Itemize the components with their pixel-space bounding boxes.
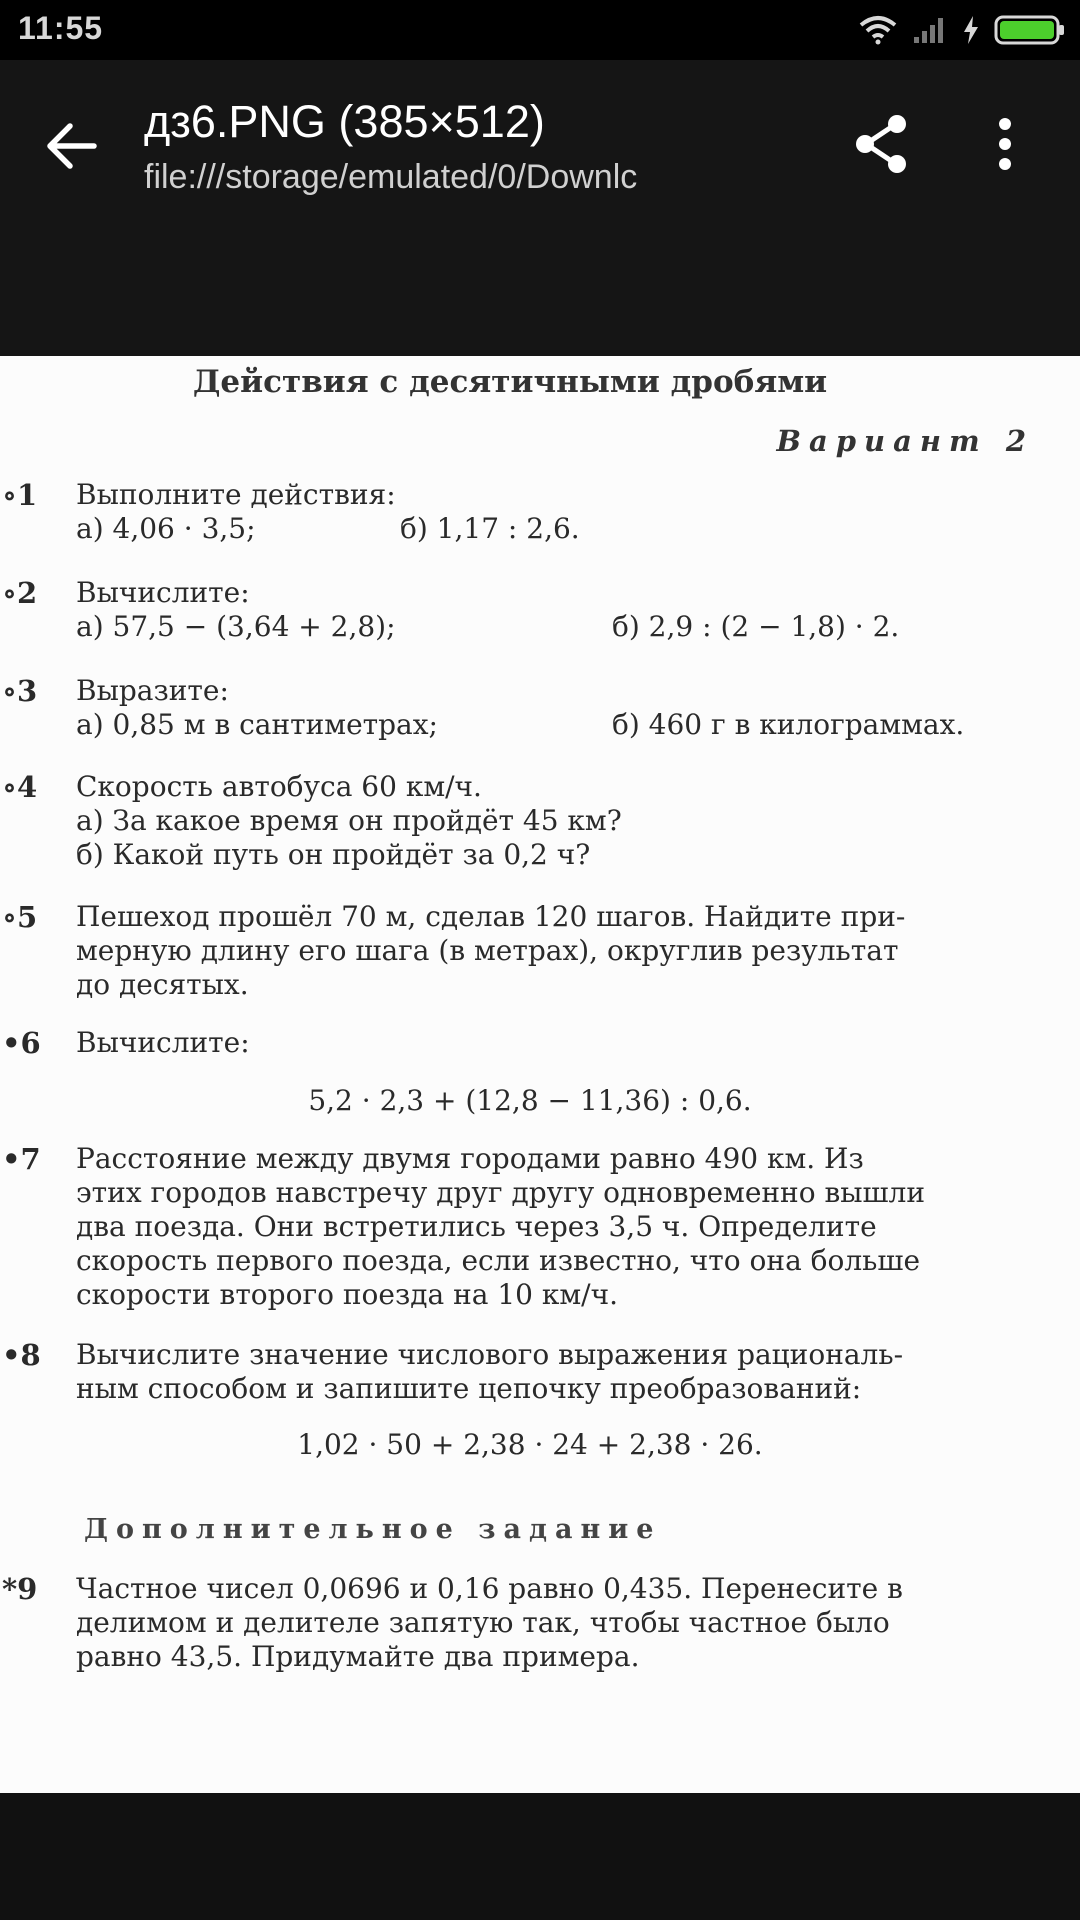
- task-number: ∘4: [2, 770, 38, 804]
- task-number: *9: [2, 1572, 38, 1606]
- task-part-b: б) 460 г в килограммах.: [612, 708, 965, 741]
- task-part-b: б) 1,17 : 2,6.: [400, 512, 580, 545]
- task-text: скорость первого поезда, если известно, что она больше: [76, 1244, 921, 1277]
- extra-task-heading: Дополнительное задание: [84, 1514, 662, 1545]
- task-number: ∘5: [2, 900, 38, 934]
- battery-icon: [994, 14, 1066, 46]
- status-bar: [0, 0, 1080, 60]
- share-icon[interactable]: [850, 112, 914, 176]
- task-text: ным способом и запишите цепочку преобразований:: [76, 1372, 862, 1405]
- wifi-icon: [858, 15, 898, 45]
- file-title: дз6.PNG (385×512): [144, 96, 545, 147]
- task-number: •7: [2, 1142, 41, 1176]
- task-6-formula: 5,2 · 2,3 + (12,8 − 11,36) : 0,6.: [308, 1084, 752, 1117]
- task-text: скорости второго поезда на 10 км/ч.: [76, 1278, 618, 1311]
- task-text: Скорость автобуса 60 км/ч.: [76, 770, 482, 803]
- task-text: делимом и делителе запятую так, чтобы частное было: [76, 1606, 890, 1639]
- back-arrow-icon[interactable]: [40, 114, 104, 178]
- task-parts: [76, 512, 1041, 546]
- task-8-formula: 1,02 · 50 + 2,38 · 24 + 2,38 · 26.: [297, 1428, 763, 1461]
- bottom-bar: [0, 1793, 1080, 1920]
- task-text: Выполните действия:: [76, 478, 396, 511]
- image-viewer-document[interactable]: [0, 356, 1080, 1793]
- task-text: мерную длину его шага (в метрах), округлив результат: [76, 934, 899, 967]
- task-number: ∘1: [2, 478, 38, 512]
- task-part-a: а) 4,06 · 3,5;: [76, 512, 256, 545]
- task-part-a: а) 0,85 м в сантиметрах;: [76, 708, 438, 741]
- task-text: б) Какой путь он пройдёт за 0,2 ч?: [76, 838, 591, 871]
- task-text: Выразите:: [76, 674, 229, 707]
- task-text: равно 43,5. Придумайте два примера.: [76, 1640, 640, 1673]
- task-text: этих городов навстречу друг другу одновременно вышли: [76, 1176, 925, 1209]
- file-path: file:///storage/emulated/0/Downlc: [144, 158, 638, 196]
- task-parts: [76, 610, 1041, 644]
- app-bar: [0, 60, 1080, 356]
- document-title: Действия с десятичными дробями: [192, 364, 828, 400]
- status-icons: [858, 10, 1066, 50]
- task-text: Вычислите значение числового выражения рациональ-: [76, 1338, 904, 1371]
- task-text: два поезда. Они встретились через 3,5 ч. Определите: [76, 1210, 877, 1243]
- variant-label: Вариант 2: [776, 424, 1034, 458]
- task-part-a: а) 57,5 − (3,64 + 2,8);: [76, 610, 396, 643]
- task-text: Частное чисел 0,0696 и 0,16 равно 0,435. Перенесите в: [76, 1572, 903, 1605]
- task-number: •6: [2, 1026, 41, 1060]
- task-number: ∘3: [2, 674, 38, 708]
- task-text: а) За какое время он пройдёт 45 км?: [76, 804, 622, 837]
- task-text: Расстояние между двумя городами равно 490 км. Из: [76, 1142, 864, 1175]
- charging-icon: [962, 15, 980, 45]
- status-time: 11:55: [18, 10, 104, 46]
- signal-icon: [912, 15, 948, 45]
- task-text: Вычислите:: [76, 1026, 250, 1059]
- task-number: ∘2: [2, 576, 38, 610]
- task-parts: [76, 708, 1041, 742]
- task-text: Вычислите:: [76, 576, 250, 609]
- task-text: Пешеход прошёл 70 м, сделав 120 шагов. Найдите при-: [76, 900, 906, 933]
- more-options-icon[interactable]: [985, 112, 1025, 176]
- task-text: до десятых.: [76, 968, 249, 1001]
- task-number: •8: [2, 1338, 41, 1372]
- task-part-b: б) 2,9 : (2 − 1,8) · 2.: [612, 610, 900, 643]
